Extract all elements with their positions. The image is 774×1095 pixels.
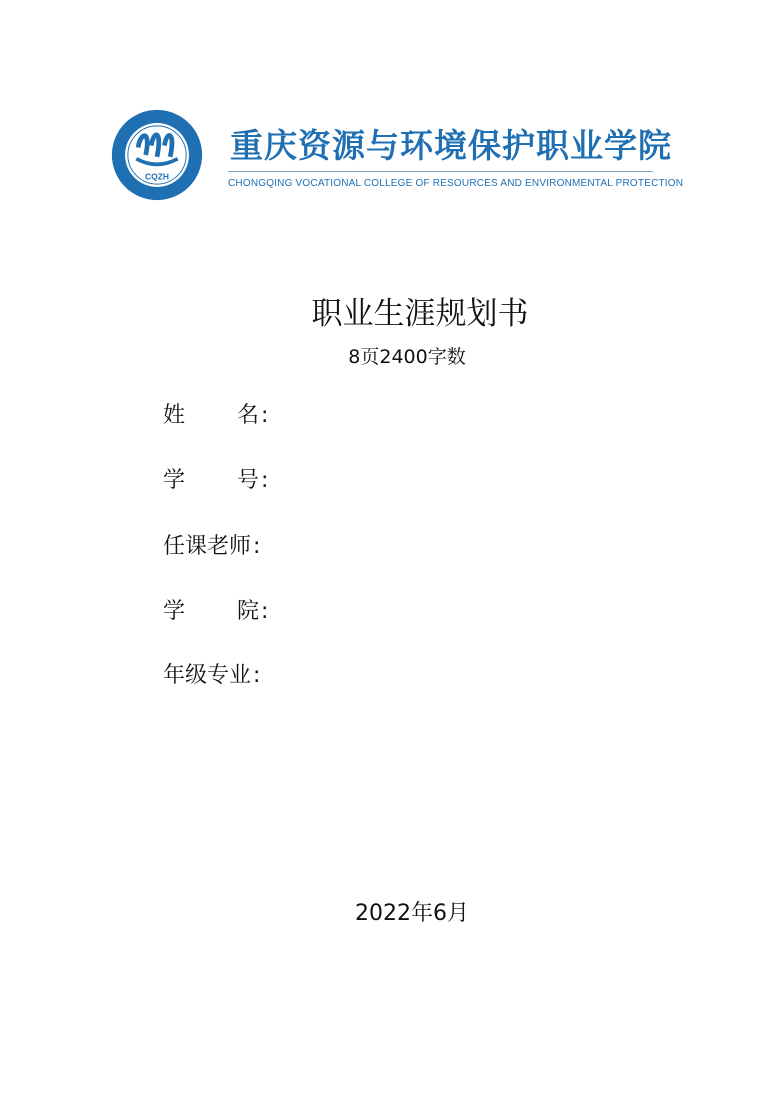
- field-school-label: 学 院: [163, 599, 259, 624]
- field-name-label: 姓 名: [163, 403, 259, 428]
- college-logo: [110, 108, 204, 202]
- field-grade-major-label: 年级专业: [163, 663, 252, 688]
- header-divider: [228, 171, 653, 172]
- field-school: 学 院 :: [163, 594, 268, 625]
- document-subtitle: 8页2400字数: [348, 346, 466, 368]
- document-title: 职业生涯规划书: [311, 296, 529, 332]
- field-teacher-label: 任课老师: [163, 534, 252, 559]
- field-student-id-label: 学 号: [163, 468, 259, 493]
- field-name: 姓 名 :: [163, 398, 268, 429]
- college-name-en: CHONGQING VOCATIONAL COLLEGE OF RESOURCES AND ENVIRONMENTAL PROTECTION: [228, 178, 684, 189]
- field-teacher: 任课老师:: [163, 529, 260, 560]
- college-header: [110, 104, 684, 214]
- college-name-cn: 重庆资源与环境保护职业学院: [230, 126, 672, 165]
- field-student-id: 学 号 :: [163, 463, 268, 494]
- logo-abbrev: CQZH: [145, 171, 169, 182]
- document-date: 2022年6月: [355, 901, 469, 926]
- field-grade-major: 年级专业:: [163, 658, 260, 689]
